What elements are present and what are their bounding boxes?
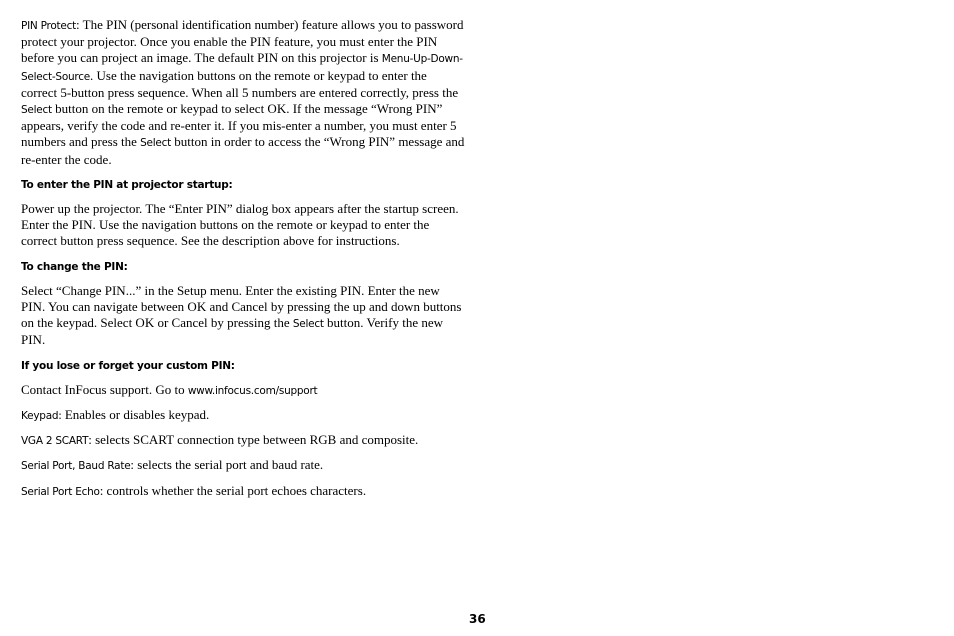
change-pin-text-1: Select “Change PIN...” in the Setup menu. Enter the existing PIN. Enter the new PIN. You can navigate between OK and Cancel by pressing the up and down buttons on the keypad. Select OK or Cancel by pressing the — [21, 282, 462, 331]
vga-scart-term: VGA 2 SCART — [21, 435, 89, 448]
lose-pin-heading: If you lose or forget your custom PIN: — [21, 359, 235, 372]
serial-baud-term: Serial Port, Baud Rate — [21, 460, 131, 473]
serial-baud-paragraph — [21, 457, 466, 474]
select-button-term: Select — [292, 318, 324, 331]
pin-protect-text-1: : The PIN (personal identification number) feature allows you to password protect your projector. Once you enable the PIN feature, you must enter the PIN before you can project an image. The default PIN on this projector is — [21, 17, 464, 66]
serial-echo-text: : controls whether the serial port echoes characters. — [99, 482, 367, 498]
serial-echo-paragraph — [21, 483, 466, 500]
keypad-term: Keypad: — [21, 410, 62, 423]
manual-content — [21, 17, 466, 500]
change-pin-text-2: button. Verify the new PIN. — [21, 315, 444, 348]
lose-pin-text: Contact InFocus support. Go to — [21, 381, 188, 397]
startup-heading: To enter the PIN at projector startup: — [21, 178, 233, 191]
pin-protect-text-3: button on the remote or keypad to select OK. If the message “Wrong PIN” appears, verify the code and re-enter it. If you mis-enter a number, you must enter 5 numbers and press the — [21, 101, 457, 150]
select-button-term: Select — [140, 137, 172, 150]
pin-protect-text-4: button in order to access the “Wrong PIN” message and re-enter the code. — [21, 134, 465, 167]
pin-protect-term: PIN Protect — [21, 20, 76, 32]
vga-scart-text: : selects SCART connection type between RGB and composite. — [88, 432, 419, 448]
pin-protect-paragraph — [21, 17, 466, 168]
serial-baud-text: : selects the serial port and baud rate. — [130, 457, 324, 473]
startup-paragraph: Power up the projector. The “Enter PIN” dialog box appears after the startup screen. Enter the PIN. Use the navigation buttons on the remote or keypad to enter the correct button press sequence. See the description above for instructions. — [21, 201, 459, 249]
lose-pin-paragraph — [21, 382, 466, 399]
change-pin-heading: To change the PIN: — [21, 260, 128, 273]
keypad-text: Enables or disables keypad. — [61, 407, 210, 423]
serial-echo-term: Serial Port Echo — [21, 485, 100, 498]
keypad-paragraph — [21, 407, 466, 424]
select-button-term: Select — [21, 104, 52, 117]
pin-protect-text-2: . Use the navigation buttons on the remote or keypad to enter the correct 5-button press sequence. When all 5 numbers are entered correctly, press the — [21, 67, 459, 100]
change-pin-paragraph — [21, 283, 466, 349]
vga-scart-paragraph — [21, 432, 466, 449]
default-pin-sequence: Menu-Up-Down-Select-Source — [21, 53, 463, 83]
page-number: 36 — [469, 612, 486, 626]
support-link[interactable]: www.infocus.com/support — [187, 384, 318, 397]
